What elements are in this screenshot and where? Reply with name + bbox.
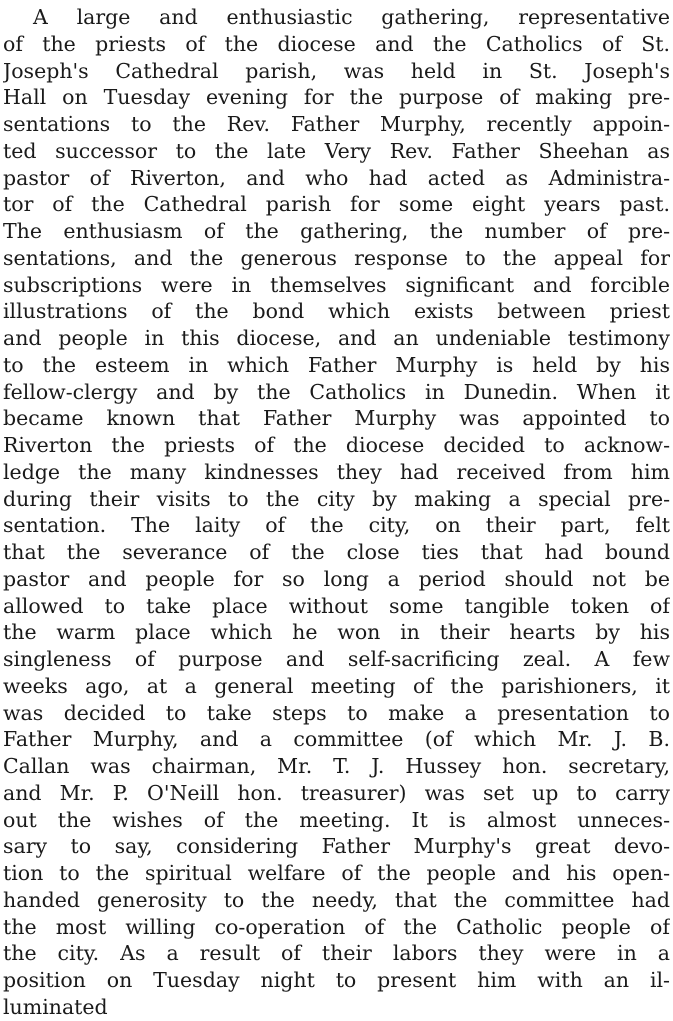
article-line: to the esteem in which Father Murphy is held by his — [3, 352, 670, 377]
article-line: pastor of Riverton, and who had acted as Administra- — [3, 165, 670, 190]
article-line: weeks ago, at a general meeting of the parishioners, it — [3, 673, 670, 698]
article-line: singleness of purpose and self-sacrificing zeal. A few — [3, 647, 670, 671]
article-line: Joseph's Cathedral parish, was held in St. Joseph's — [3, 58, 670, 83]
article-line: fellow-clergy and by the Catholics in Dunedin. When it — [3, 379, 670, 404]
article-line: Callan was chairman, Mr. T. J. Hussey hon. secretary, — [3, 754, 670, 778]
article-line: ledge the many kindnesses they had received from him — [3, 459, 670, 484]
article-line: handed generosity to the needy, that the committee had — [3, 887, 670, 912]
article-line: A large and enthusiastic gathering, representative — [33, 5, 670, 29]
article-line: tion to the spiritual welfare of the people and his open- — [3, 861, 670, 885]
article-line: allowed to take place without some tangible token of — [3, 593, 670, 618]
article-line: tor of the Cathedral parish for some eight years past. — [3, 192, 670, 217]
article-line: ted successor to the late Very Rev. Father Sheehan as — [3, 138, 670, 163]
article-line: of the priests of the diocese and the Catholics of St. — [3, 31, 670, 56]
article-line: subscriptions were in themselves significant and forcible — [3, 272, 670, 297]
article-line: sary to say, considering Father Murphy's great devo- — [3, 834, 670, 859]
article-line: pastor and people for so long a period should not be — [3, 566, 670, 591]
article-line: sentations to the Rev. Father Murphy, recently appoin- — [3, 112, 670, 136]
article-line: Hall on Tuesday evening for the purpose of making pre- — [3, 85, 670, 110]
article-line: during their visits to the city by making a special pre- — [3, 486, 670, 511]
article-line: Father Murphy, and a committee (of which Mr. J. B. — [3, 727, 670, 752]
article-line: position on Tuesday night to present him with an il- — [3, 968, 670, 992]
article-line: sentation. The laity of the city, on their part, felt — [3, 513, 670, 538]
article-line: became known that Father Murphy was appointed to — [3, 406, 670, 431]
article-line: and Mr. P. O'Neill hon. treasurer) was set up to carry — [3, 780, 670, 805]
article-line: Riverton the priests of the diocese decided to acknow- — [3, 433, 670, 457]
article-line: and people in this diocese, and an undeniable testimony — [3, 326, 670, 350]
article-line: was decided to take steps to make a presentation to — [3, 700, 670, 725]
article-line: luminated — [3, 994, 108, 1019]
article-line: sentations, and the generous response to the appeal for — [3, 245, 670, 270]
article-line: the most willing co-operation of the Catholic people of — [3, 914, 670, 939]
article-line: out the wishes of the meeting. It is almost unneces- — [3, 807, 670, 832]
article-line: that the severance of the close ties that had bound — [3, 540, 670, 564]
article-line: the city. As a result of their labors they were in a — [3, 941, 670, 966]
article-line: The enthusiasm of the gathering, the number of pre- — [3, 219, 670, 243]
article-line: the warm place which he won in their hearts by his — [3, 620, 670, 645]
article-line: illustrations of the bond which exists between priest — [3, 299, 670, 324]
